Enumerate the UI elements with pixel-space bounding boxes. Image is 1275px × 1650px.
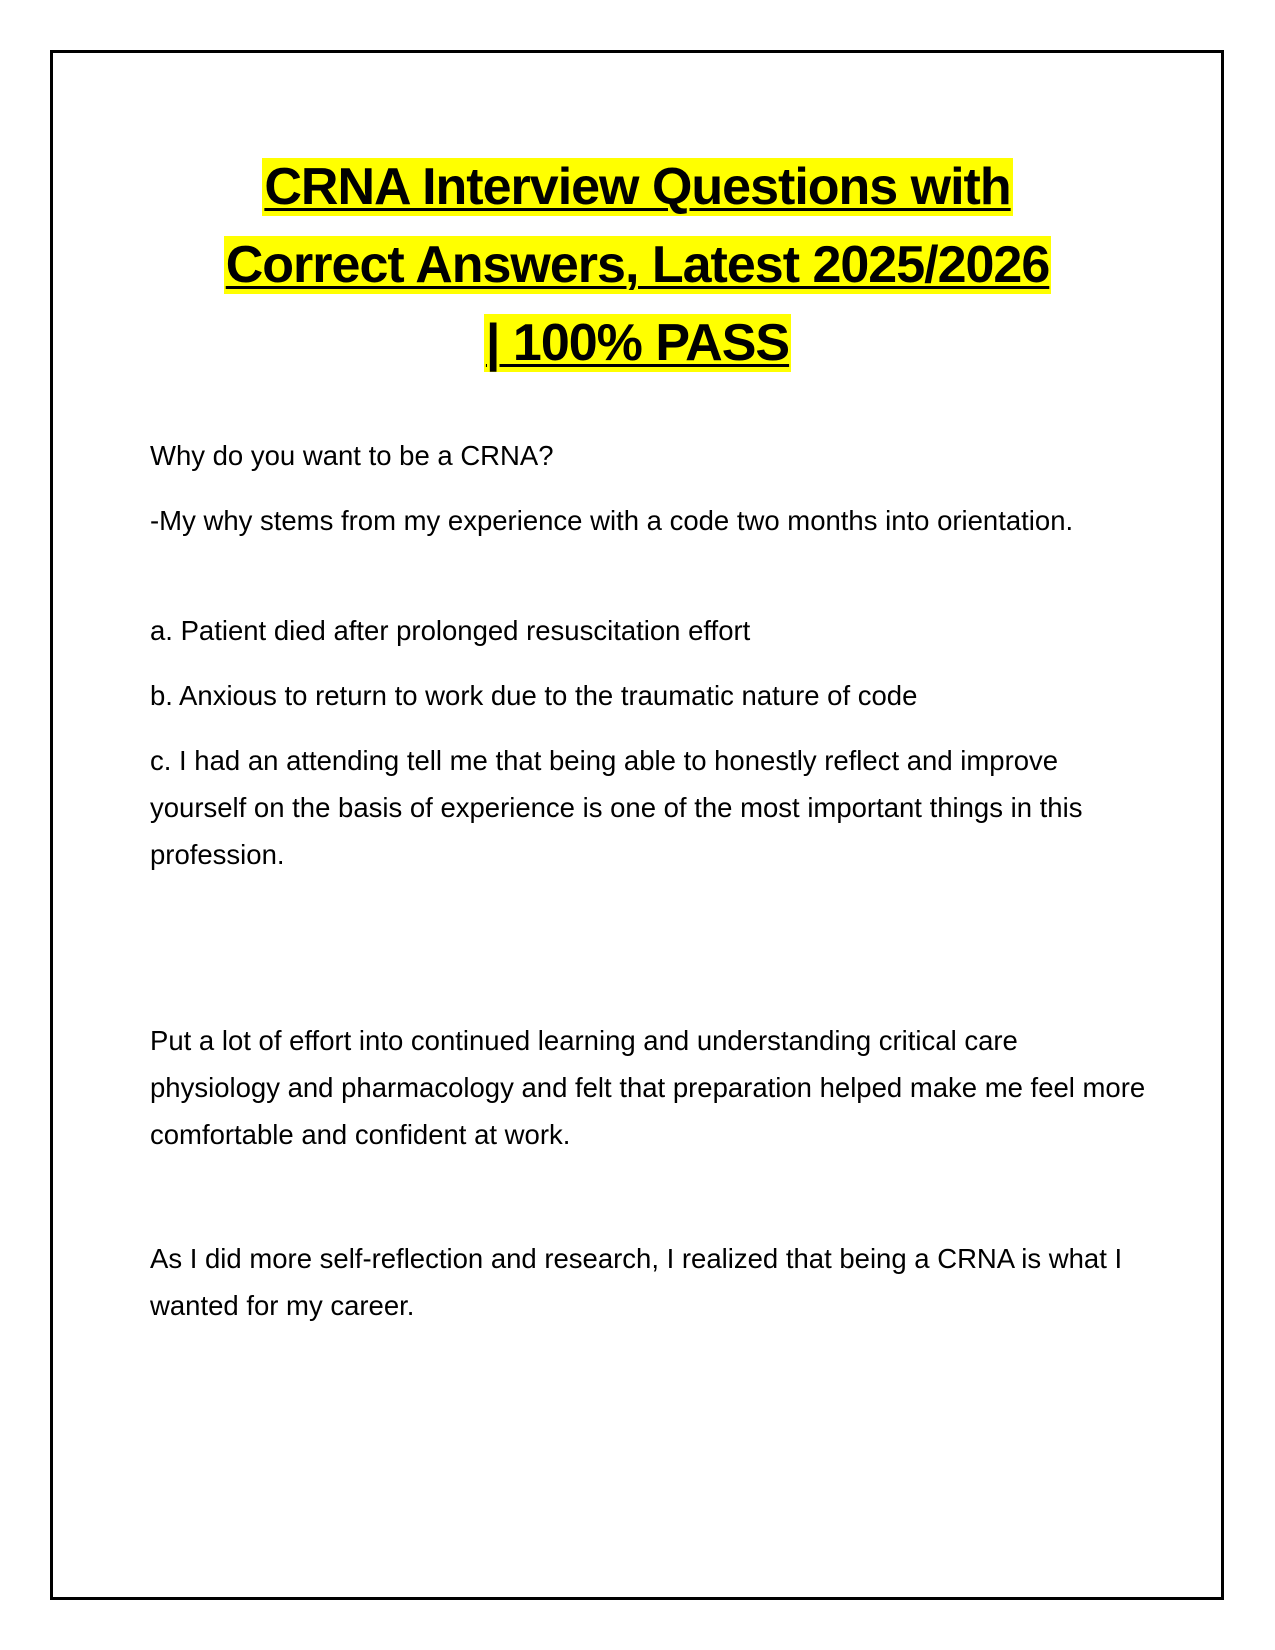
question-text: Why do you want to be a CRNA?	[150, 440, 554, 471]
title-line-2-text: Correct Answers, Latest 2025/2026	[225, 236, 1050, 294]
answer-intro-text: -My why stems from my experience with a code two months into orientation.	[150, 505, 1074, 536]
answer-point-c: c. I had an attending tell me that being able to honestly reflect and improve yourself on the basis of experience is one of the most important things in this profession.	[150, 745, 1083, 870]
document-title	[100, 148, 1175, 382]
effort-paragraph: Put a lot of effort into continued learning and understanding critical care physiology and pharmacology and felt that preparation helped make me feel more comfortable and confident at work.	[150, 1025, 1146, 1150]
title-line-3	[100, 304, 1175, 382]
title-line-2	[100, 226, 1175, 304]
title-line-1	[100, 148, 1175, 226]
title-line-3-text: | 100% PASS	[485, 314, 790, 372]
title-line-1-text: CRNA Interview Questions with	[264, 158, 1011, 216]
reflection-paragraph: As I did more self-reflection and research, I realized that being a CRNA is what I wanted for my career.	[150, 1243, 1123, 1321]
answer-point-b: b. Anxious to return to work due to the traumatic nature of code	[150, 680, 918, 711]
answer-point-a: a. Patient died after prolonged resuscitation effort	[150, 615, 751, 646]
